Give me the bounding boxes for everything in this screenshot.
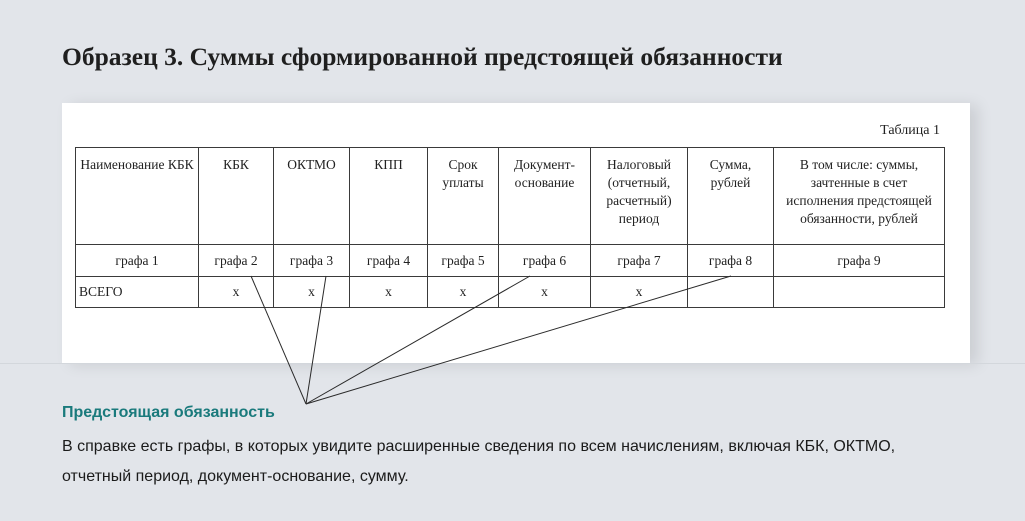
graph-cell: графа 5 (428, 245, 499, 277)
graph-cell: графа 9 (774, 245, 945, 277)
callout-text: В справке есть графы, в которых увидите расширенные сведения по всем начислениям, включая КБК, ОКТМО, отчетный период, документ-основание, сумму. (62, 438, 896, 485)
total-label: ВСЕГО (76, 277, 199, 308)
graph-cell: графа 3 (274, 245, 350, 277)
total-cell: х (591, 277, 688, 308)
total-cell: х (428, 277, 499, 308)
total-cell: х (350, 277, 428, 308)
graph-cell: графа 6 (499, 245, 591, 277)
header-oktmo: ОКТМО (274, 148, 350, 245)
header-kbk-name: Наименование КБК (76, 148, 199, 245)
pointer-line-document (306, 276, 530, 404)
total-cell: х (499, 277, 591, 308)
pointer-line-oktmo (306, 276, 326, 404)
header-document: Документ-основание (499, 148, 591, 245)
pointer-line-kbk (251, 276, 306, 404)
total-cell: х (274, 277, 350, 308)
header-kbk: КБК (199, 148, 274, 245)
header-kpp: КПП (350, 148, 428, 245)
header-amount: Сумма, рублей (688, 148, 774, 245)
callout-title: Предстоящая обязанность (62, 404, 275, 421)
pointer-line-amount (306, 276, 731, 404)
header-due-date: Срок уплаты (428, 148, 499, 245)
graph-cell: графа 1 (76, 245, 199, 277)
header-period: Налоговый (отчетный, расчетный) период (591, 148, 688, 245)
graph-cell: графа 2 (199, 245, 274, 277)
page-title: Образец 3. Суммы сформированной предстоящей обязанности (62, 42, 783, 71)
table-caption: Таблица 1 (880, 123, 940, 138)
total-cell: х (199, 277, 274, 308)
header-offset-amount: В том числе: суммы, зачтенные в счет исполнения предстоящей обязанности, рублей (774, 148, 945, 245)
graph-cell: графа 7 (591, 245, 688, 277)
graph-cell: графа 4 (350, 245, 428, 277)
graph-cell: графа 8 (688, 245, 774, 277)
